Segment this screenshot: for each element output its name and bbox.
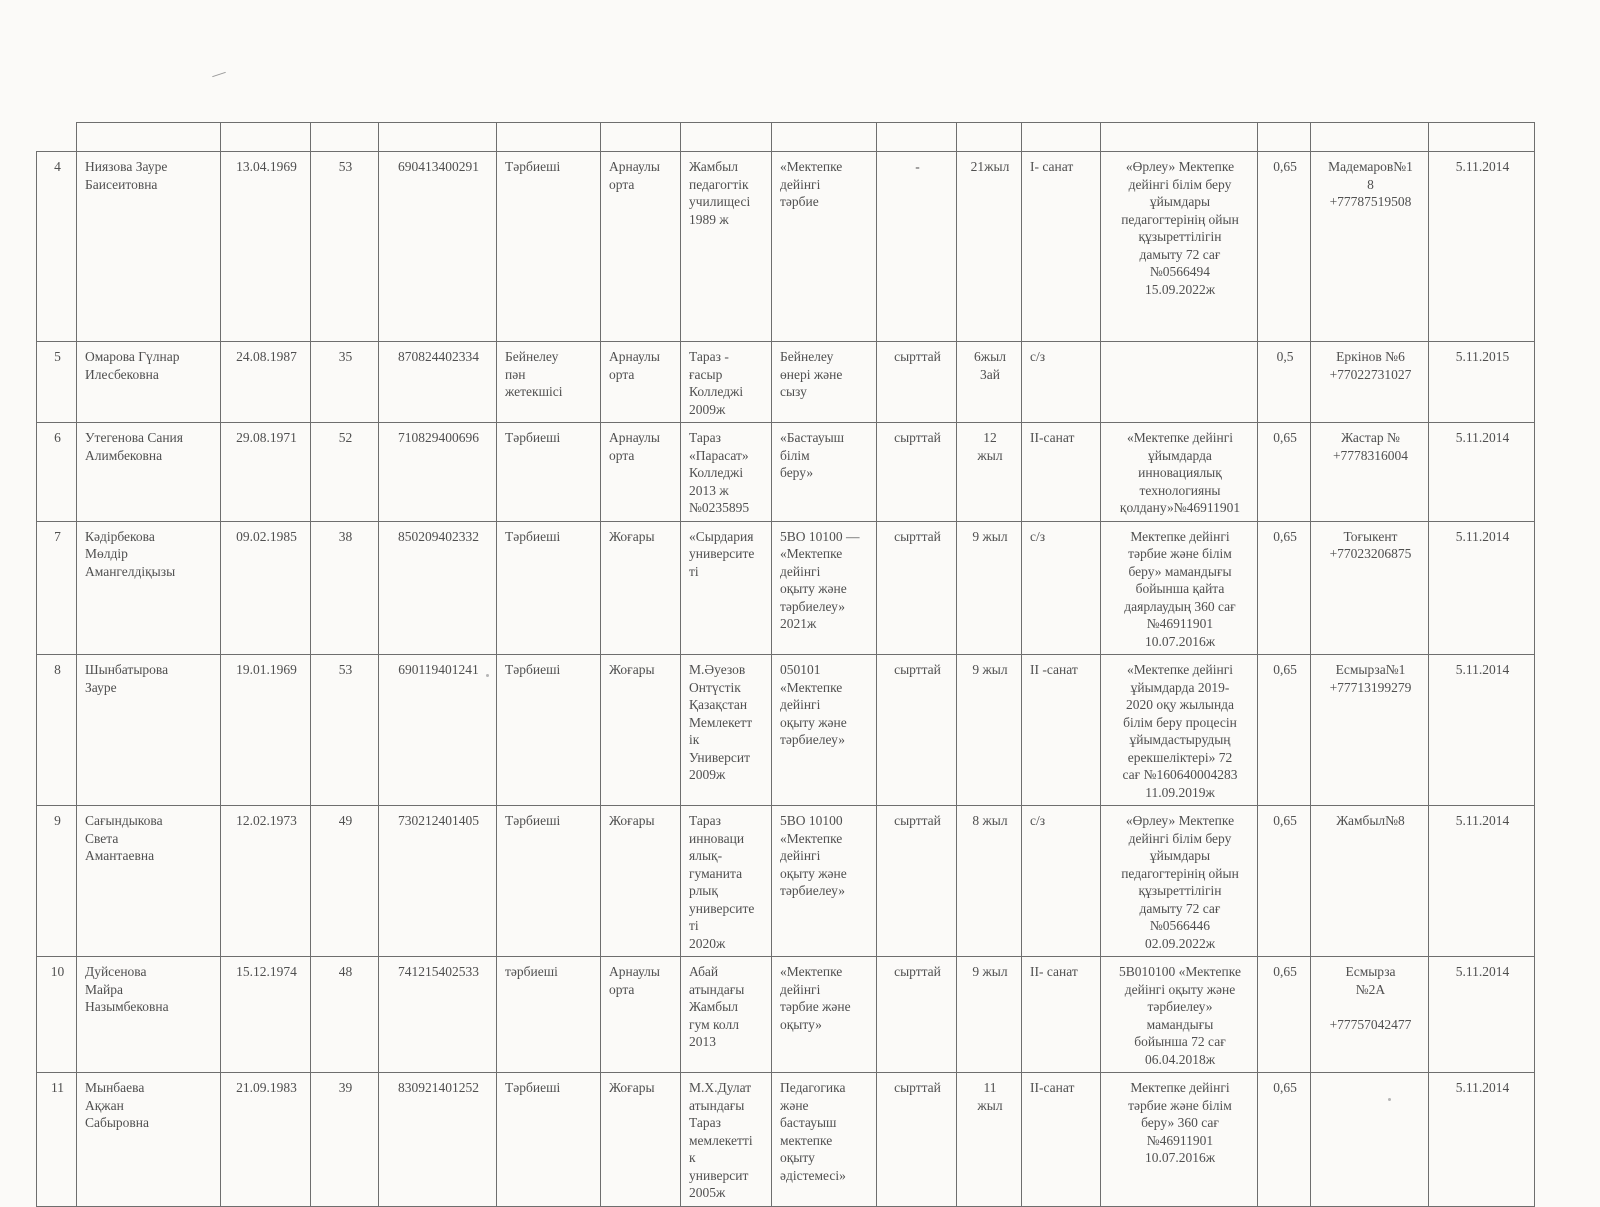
education-cell: Жоғары [601,521,681,655]
age-cell: 48 [311,957,379,1073]
row-number-cell: 7 [37,521,77,655]
table-row [37,1073,1535,1207]
category-cell: с/з [1022,521,1101,655]
name-cell: Омарова Гүлнар Илесбековна [77,342,221,423]
category-cell: I- санат [1022,152,1101,342]
courses-cell: Мектепке дейінгі тәрбие және білім беру» мамандығы бойынша қайта даярлаудың 360 сағ №46911901 10.07.2016ж [1101,521,1258,655]
date-cell: 5.11.2014 [1429,806,1535,957]
specialty-cell: Бейнелеу өнері және сызу [772,342,877,423]
experience-cell: 8 жыл [957,806,1022,957]
name-cell: Ниязова Зауре Баисеитовна [77,152,221,342]
rate-cell: 0,65 [1258,521,1311,655]
position-cell: Тәрбиеші [497,1073,601,1207]
specialty-cell: «Мектепке дейінгі тәрбие [772,152,877,342]
courses-cell: «Мектепке дейінгі ұйымдарда инновациялық технологияны қолдану»№46911901 [1101,423,1258,522]
row-number-cell: 8 [37,655,77,806]
age-cell: 52 [311,423,379,522]
staff-table-body [37,123,1535,1207]
date-cell: 5.11.2015 [1429,342,1535,423]
category-cell: с/з [1022,342,1101,423]
name-cell: Утегенова Сания Алимбековна [77,423,221,522]
experience-cell: 6жыл 3ай [957,342,1022,423]
address-cell: Тоғыкент +77023206875 [1311,521,1429,655]
table-top-strip [37,123,1535,152]
address-cell: Жамбыл№8 [1311,806,1429,957]
age-cell: 53 [311,152,379,342]
name-cell: Сағындыкова Света Амантаевна [77,806,221,957]
rate-cell: 0,5 [1258,342,1311,423]
education-cell: Арнаулы орта [601,957,681,1073]
institution-cell: Абай атындағы Жамбыл гум колл 2013 [681,957,772,1073]
age-cell: 53 [311,655,379,806]
courses-cell: «Өрлеу» Мектепке дейінгі білім беру ұйымдары педагогтерінің ойын құзыреттілігін дамыту 72 сағ №0566446 02.09.2022ж [1101,806,1258,957]
experience-cell: 11 жыл [957,1073,1022,1207]
iin-cell: 741215402533 [379,957,497,1073]
institution-cell: «Сырдария университе ті [681,521,772,655]
courses-cell [1101,342,1258,423]
birth-date-cell: 13.04.1969 [221,152,311,342]
position-cell: Тәрбиеші [497,423,601,522]
education-cell: Арнаулы орта [601,423,681,522]
rate-cell: 0,65 [1258,423,1311,522]
experience-cell: 21жыл [957,152,1022,342]
study-form-cell: сырттай [877,342,957,423]
iin-cell: 690413400291 [379,152,497,342]
position-cell: Бейнелеу пән жетекшісі [497,342,601,423]
specialty-cell: «Мектепке дейінгі тәрбие және оқыту» [772,957,877,1073]
address-cell: Есмырза №2А +77757042477 [1311,957,1429,1073]
study-form-cell: - [877,152,957,342]
study-form-cell: сырттай [877,1073,957,1207]
specialty-cell: «Бастауыш білім беру» [772,423,877,522]
date-cell: 5.11.2014 [1429,521,1535,655]
study-form-cell: сырттай [877,957,957,1073]
courses-cell: Мектепке дейінгі тәрбие және білім беру» 360 сағ №46911901 10.07.2016ж [1101,1073,1258,1207]
rate-cell: 0,65 [1258,1073,1311,1207]
experience-cell: 9 жыл [957,655,1022,806]
study-form-cell: сырттай [877,655,957,806]
birth-date-cell: 15.12.1974 [221,957,311,1073]
date-cell: 5.11.2014 [1429,957,1535,1073]
institution-cell: Жамбыл педагогтік училищесі 1989 ж [681,152,772,342]
rate-cell: 0,65 [1258,806,1311,957]
table-row [37,152,1535,342]
table-row [37,806,1535,957]
institution-cell: М.Х.Дулат атындағы Тараз мемлекетті к университ 2005ж [681,1073,772,1207]
courses-cell: «Мектепке дейінгі ұйымдарда 2019- 2020 оқу жылында білім беру процесін ұйымдастырудың ерекшеліктері» 72 сағ №160640004283 11.09.2019ж [1101,655,1258,806]
scan-mark [212,72,226,77]
age-cell: 39 [311,1073,379,1207]
institution-cell: Тараз инноваци ялық- гуманита рлық университе ті 2020ж [681,806,772,957]
row-number-cell: 6 [37,423,77,522]
category-cell: II -санат [1022,655,1101,806]
category-cell: II- санат [1022,957,1101,1073]
education-cell: Жоғары [601,806,681,957]
date-cell: 5.11.2014 [1429,1073,1535,1207]
category-cell: II-санат [1022,1073,1101,1207]
experience-cell: 12 жыл [957,423,1022,522]
birth-date-cell: 12.02.1973 [221,806,311,957]
birth-date-cell: 29.08.1971 [221,423,311,522]
specialty-cell: 5ВО 10100 — «Мектепке дейінгі оқыту және тәрбиелеу» 2021ж [772,521,877,655]
staff-table [36,122,1535,1207]
education-cell: Арнаулы орта [601,342,681,423]
study-form-cell: сырттай [877,423,957,522]
birth-date-cell: 09.02.1985 [221,521,311,655]
row-number-cell: 10 [37,957,77,1073]
table-row [37,423,1535,522]
specialty-cell: 050101 «Мектепке дейінгі оқыту және тәрбиелеу» [772,655,877,806]
row-number-cell: 9 [37,806,77,957]
education-cell: Жоғары [601,1073,681,1207]
iin-cell: 850209402332 [379,521,497,655]
rate-cell: 0,65 [1258,957,1311,1073]
iin-cell: 870824402334 [379,342,497,423]
courses-cell: «Өрлеу» Мектепке дейінгі білім беру ұйымдары педагогтерінің ойын құзыреттілігін дамыту 72 сағ №0566494 15.09.2022ж [1101,152,1258,342]
education-cell: Жоғары [601,655,681,806]
rate-cell: 0,65 [1258,655,1311,806]
institution-cell: М.Әуезов Онтүстік Қазақстан Мемлекетт ік Университ 2009ж [681,655,772,806]
position-cell: Тәрбиеші [497,521,601,655]
iin-cell: 690119401241 [379,655,497,806]
name-cell: Шынбатырова Зауре [77,655,221,806]
address-cell: Жастар № +7778316004 [1311,423,1429,522]
birth-date-cell: 19.01.1969 [221,655,311,806]
birth-date-cell: 24.08.1987 [221,342,311,423]
position-cell: Тәрбиеші [497,152,601,342]
address-cell: Мадемаров№1 8 +77787519508 [1311,152,1429,342]
table-row [37,521,1535,655]
date-cell: 5.11.2014 [1429,152,1535,342]
table-row [37,655,1535,806]
specialty-cell: Педагогика және бастауыш мектепке оқыту әдістемесі» [772,1073,877,1207]
experience-cell: 9 жыл [957,521,1022,655]
iin-cell: 830921401252 [379,1073,497,1207]
institution-cell: Тараз «Парасат» Колледжі 2013 ж №0235895 [681,423,772,522]
rate-cell: 0,65 [1258,152,1311,342]
age-cell: 49 [311,806,379,957]
row-number-cell: 5 [37,342,77,423]
address-cell: Есмырза№1 +77713199279 [1311,655,1429,806]
category-cell: с/з [1022,806,1101,957]
experience-cell: 9 жыл [957,957,1022,1073]
table-row [37,957,1535,1073]
name-cell: Кәдірбекова Мөлдір Амангелдіқызы [77,521,221,655]
address-cell [1311,1073,1429,1207]
row-number-cell: 4 [37,152,77,342]
name-cell: Мынбаева Ақжан Сабыровна [77,1073,221,1207]
age-cell: 35 [311,342,379,423]
position-cell: тәрбиеші [497,957,601,1073]
position-cell: Тәрбиеші [497,655,601,806]
position-cell: Тәрбиеші [497,806,601,957]
name-cell: Дуйсенова Майра Назымбековна [77,957,221,1073]
date-cell: 5.11.2014 [1429,655,1535,806]
iin-cell: 730212401405 [379,806,497,957]
birth-date-cell: 21.09.1983 [221,1073,311,1207]
address-cell: Еркінов №6 +77022731027 [1311,342,1429,423]
courses-cell: 5В010100 «Мектепке дейінгі оқыту және тәрбиелеу» мамандығы бойынша 72 сағ 06.04.2018ж [1101,957,1258,1073]
row-number-cell: 11 [37,1073,77,1207]
iin-cell: 710829400696 [379,423,497,522]
table-row [37,342,1535,423]
institution-cell: Тараз - ғасыр Колледжі 2009ж [681,342,772,423]
specialty-cell: 5ВО 10100 «Мектепке дейінгі оқыту және тәрбиелеу» [772,806,877,957]
study-form-cell: сырттай [877,521,957,655]
age-cell: 38 [311,521,379,655]
study-form-cell: сырттай [877,806,957,957]
date-cell: 5.11.2014 [1429,423,1535,522]
education-cell: Арнаулы орта [601,152,681,342]
category-cell: II-санат [1022,423,1101,522]
